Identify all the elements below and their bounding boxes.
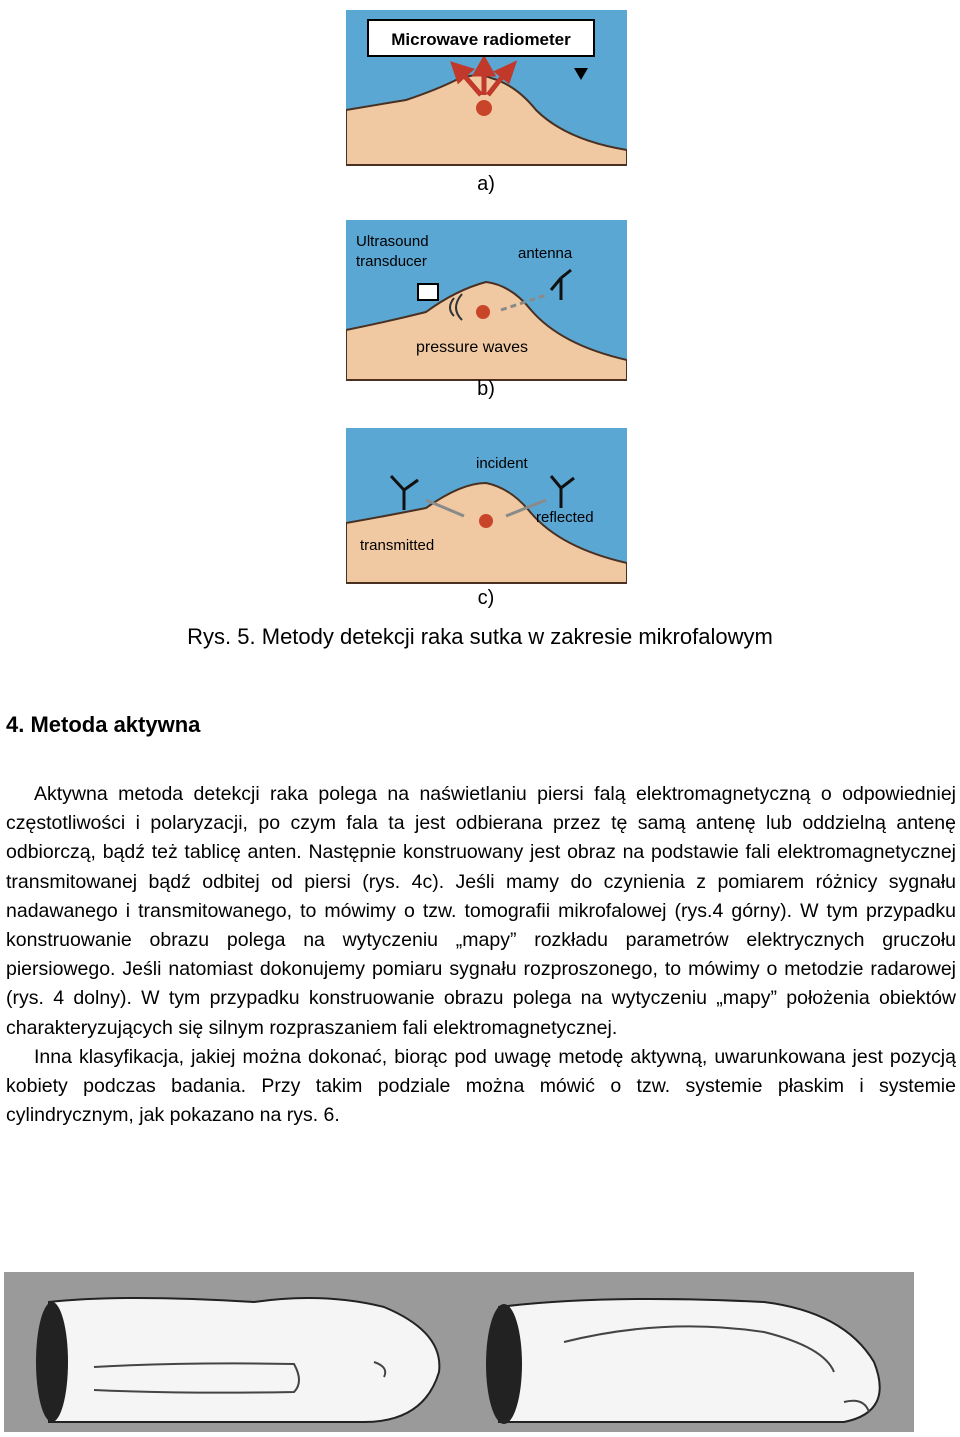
- transmitted-label: transmitted: [360, 537, 435, 554]
- flat-system-illustration: [36, 1298, 439, 1422]
- panel-c-label: c): [477, 587, 495, 609]
- cylindrical-system-illustration: [486, 1299, 880, 1424]
- panel-b-label: b): [477, 378, 495, 400]
- figure-6-systems: [4, 1272, 914, 1432]
- transducer-label-line1: Ultrasound: [356, 233, 429, 250]
- transducer-label-line2: transducer: [356, 253, 427, 270]
- paragraph-2: Inna klasyfikacja, jakiej można dokonać, biorąc pod uwagę metodę aktywną, uwarunkowana jest pozycją kobiety podczas badania. Przy takim podziale można mówić o tzw. systemie płaskim i systemie cylindrycznym, jak pokazano na rys. 6.: [6, 1045, 956, 1127]
- pressure-waves-label: pressure waves: [416, 339, 529, 356]
- transducer-box: [418, 284, 438, 300]
- section-title: 4. Metoda aktywna: [6, 712, 201, 737]
- incident-label: incident: [476, 455, 528, 472]
- body-text: [6, 780, 956, 1130]
- antenna-label: antenna: [518, 245, 573, 262]
- figure-panel-c: [346, 428, 627, 614]
- figure-panel-a: [346, 10, 627, 200]
- tumor-dot: [479, 514, 493, 528]
- paragraph-1: Aktywna metoda detekcji raka polega na naświetlaniu piersi falą elektromagnetyczną o odpowiedniej częstotliwości i polaryzacji, po czym fala ta jest odbierana przez tę samą antenę lub oddzielną antenę odbiorczą, bądź też tablicę anten. Następnie konstruowany jest obraz na podstawie fali elektromagnetycznej transmitowanej bądź odbitej od piersi (rys. 4c). Jeśli mamy do czynienia z pomiarem różnicy sygnału nadawanego i transmitowanego, to mówimy o tzw. tomografii mikrofalowej (rys.4 górny). W tym przypadku konstruowanie obrazu polega na wytyczeniu „mapy” rozkładu parametrów elektrycznych gruczołu piersiowego. Jeśli natomiast dokonujemy pomiaru sygnału rozproszonego, to mówimy o metodzie radarowej (rys. 4 dolny). W tym przypadku konstruowanie obrazu polega na wytyczeniu „mapy” położenia obiektów charakteryzujących się silnym rozpraszaniem fali elektromagnetycznej.: [6, 783, 956, 1039]
- tumor-dot: [476, 305, 490, 319]
- figure-caption: Rys. 5. Metody detekcji raka sutka w zakresie mikrofalowym: [187, 624, 773, 649]
- reflected-label: reflected: [536, 509, 594, 526]
- radiometer-label: Microwave radiometer: [391, 30, 571, 49]
- panel-a-label: a): [477, 173, 495, 195]
- figure-panel-b: [346, 220, 627, 410]
- tumor-dot: [476, 100, 492, 116]
